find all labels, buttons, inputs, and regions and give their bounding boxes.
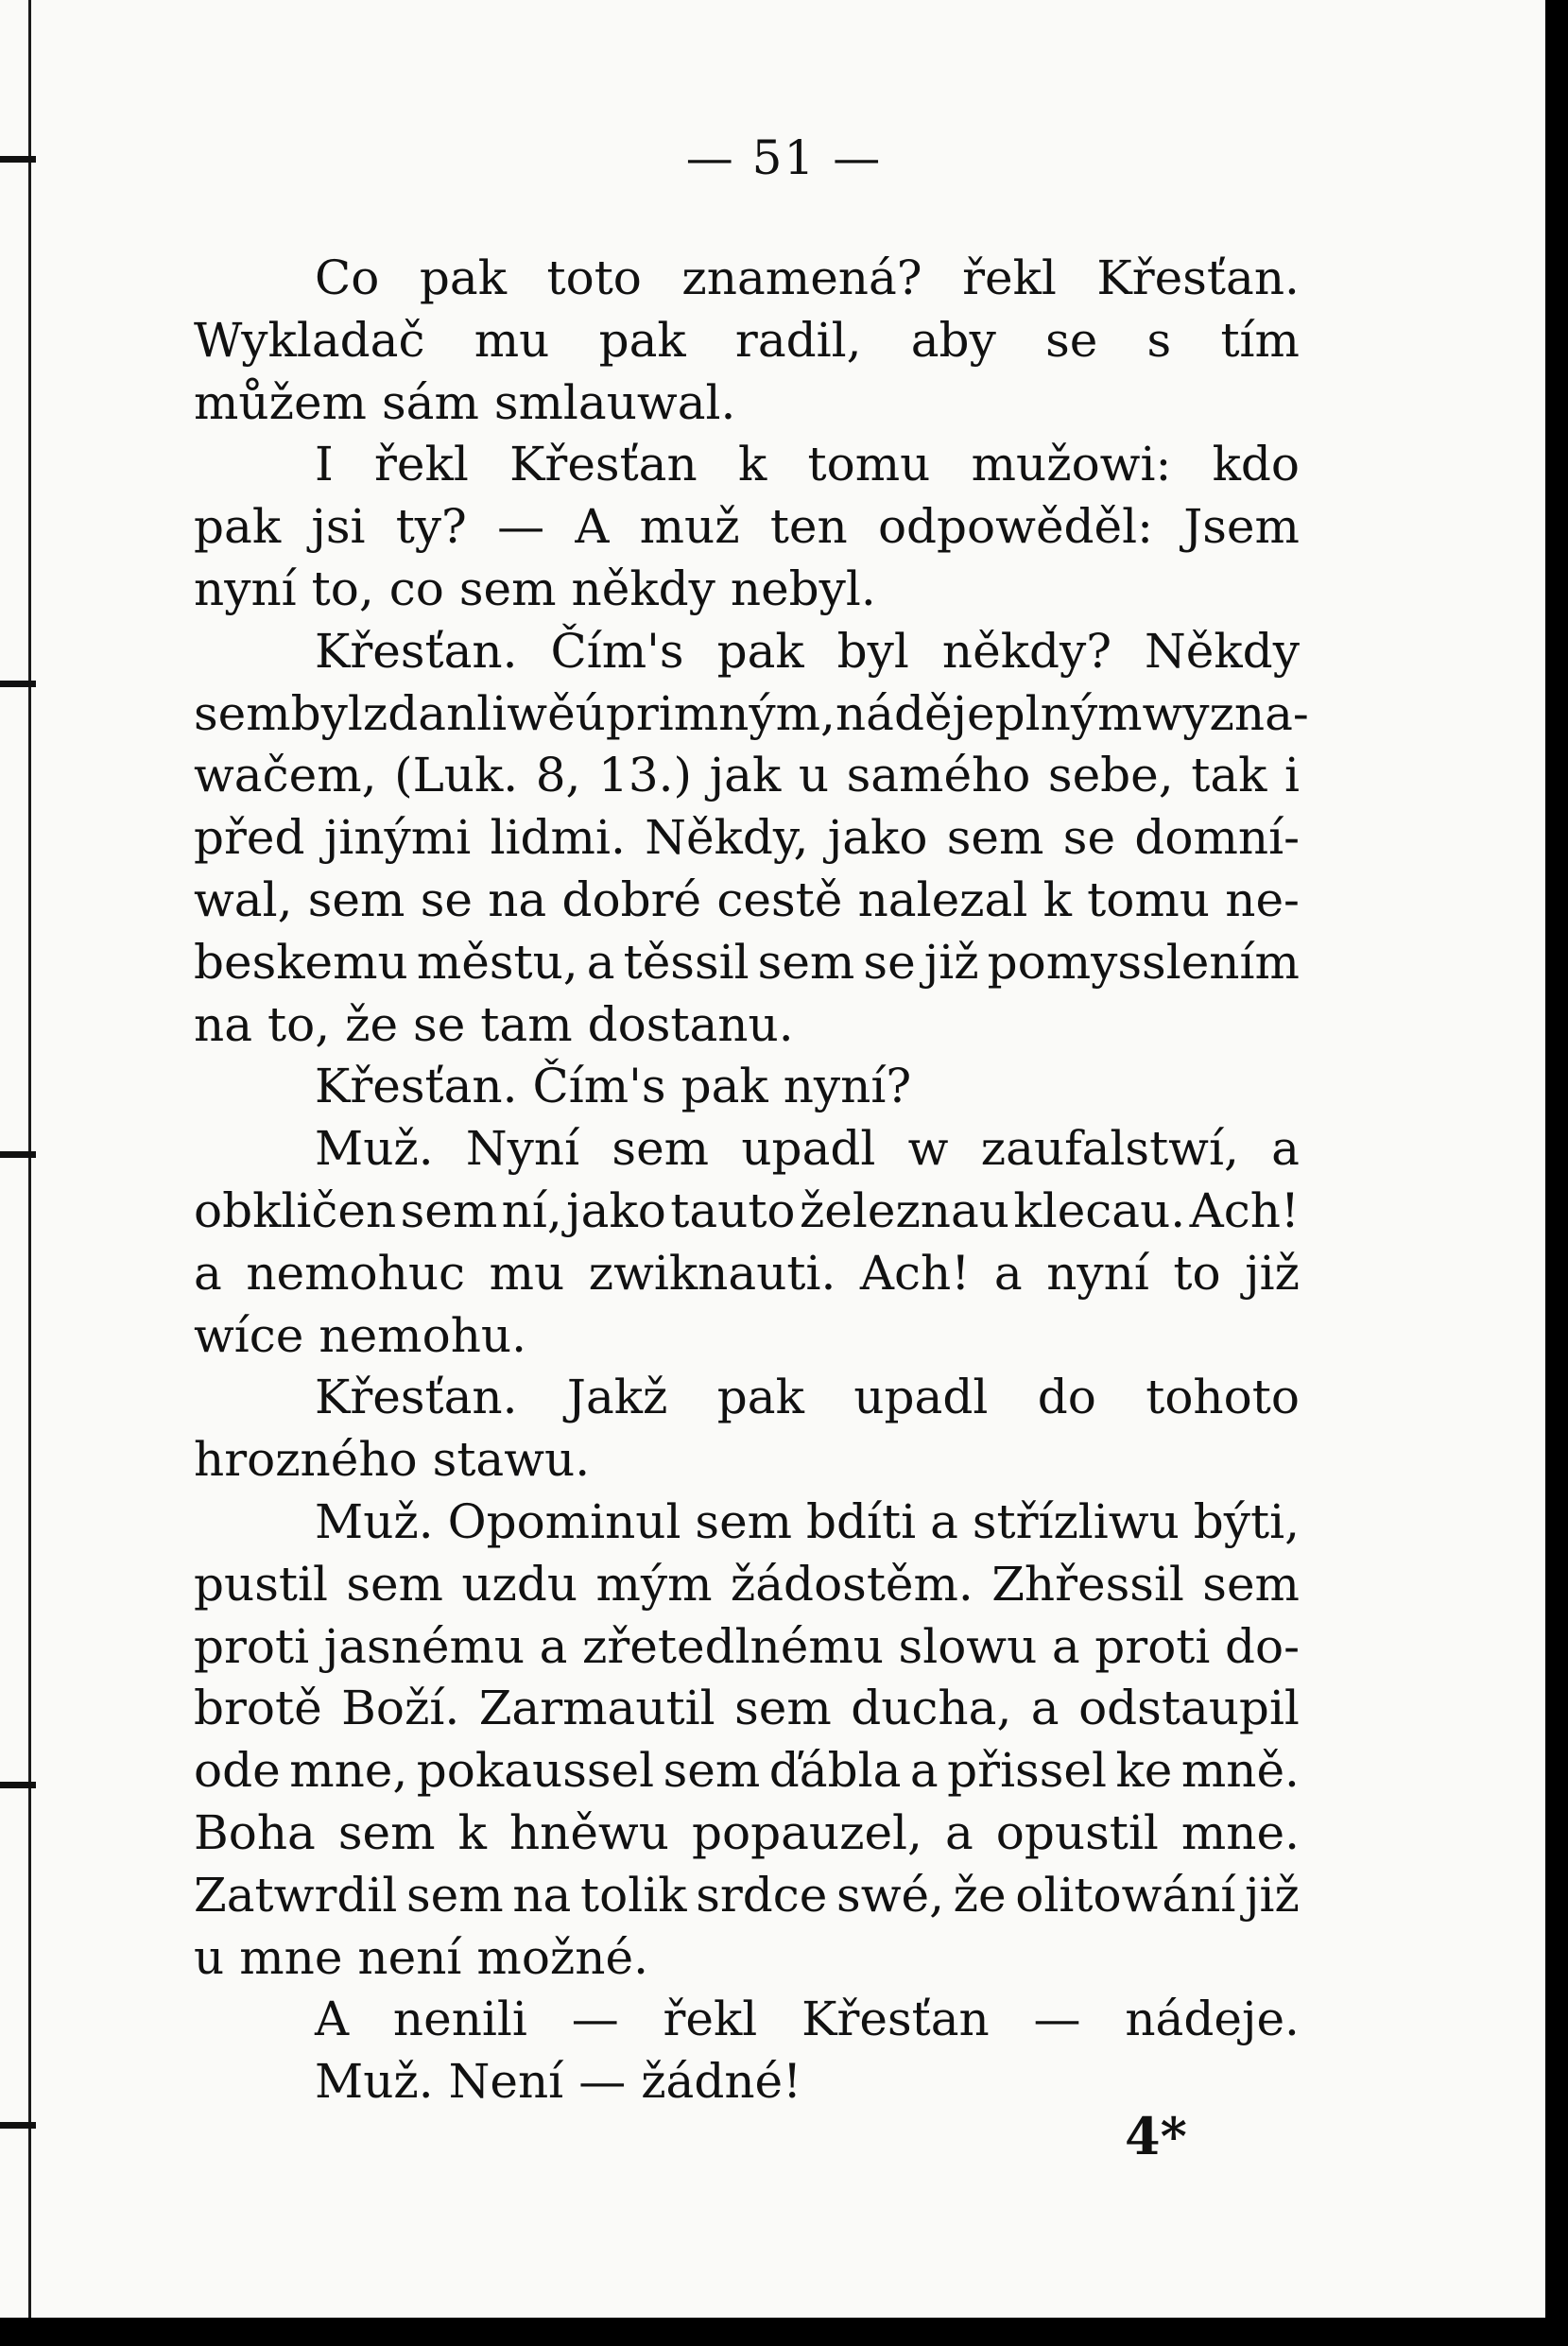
text-line: na to, že se tam dostanu. [194, 996, 794, 1052]
text-line: wal, sem se na dobré cestě nalezal k tomu ne- [194, 871, 1300, 927]
text-line: pak jsi ty? — A muž ten odpowěděl: Jsem [194, 499, 1300, 555]
text-line: Wykladač mu pak radil, aby se s tím [194, 312, 1300, 368]
text-line: beskemu městu, a těssil sem se již pomysslením [194, 934, 1300, 990]
printer-signature-mark: 4* [1125, 2106, 1187, 2166]
text-line: obkličen sem ní, jako tauto železnau klecau. Ach! [194, 1182, 1300, 1238]
page-number: — 51 — [685, 130, 883, 185]
text-line: I řekl Křesťan k tomu mužowi: kdo [315, 437, 1300, 492]
text-line: wíce nemohu. [194, 1307, 526, 1363]
text-line: hrozného stawu. [194, 1432, 591, 1488]
text-line: nyní to, co sem někdy nebyl. [194, 561, 876, 616]
margin-mark [0, 2122, 36, 2129]
text-line: Křesťan. Čím's pak byl někdy? Někdy [315, 623, 1300, 679]
text-line: Muž. Nyní sem upadl w zaufalstwí, a [315, 1121, 1300, 1177]
margin-mark [0, 1782, 36, 1788]
margin-mark [0, 681, 36, 687]
scan-border-bottom [0, 2318, 1568, 2346]
text-line: Křesťan. Jakž pak upadl do tohoto [315, 1370, 1300, 1425]
text-line: Muž. Není — žádné! [315, 2054, 802, 2110]
text-line: brotě Boží. Zarmautil sem ducha, a odstaupil [194, 1681, 1300, 1736]
text-line: Boha sem k hněwu popauzel, a opustil mne. [194, 1804, 1300, 1860]
body-text [194, 248, 1309, 2113]
margin-mark [0, 1151, 36, 1158]
text-line: wačem, (Luk. 8, 13.) jak u samého sebe, tak i [194, 748, 1300, 803]
text-line: Muž. Opominul sem bdíti a střízliwu býti, [315, 1493, 1300, 1549]
text-line: Křesťan. Čím's pak nyní? [315, 1059, 912, 1114]
text-line: ode mne, pokaussel sem ďábla a přissel ke mně. [194, 1743, 1300, 1799]
text-line: a nemohuc mu zwiknauti. Ach! a nyní to již [194, 1245, 1300, 1301]
page-binding-edge [0, 0, 31, 2346]
scan-border-right [1545, 0, 1568, 2346]
text-line: A nenili — řekl Křesťan — nádeje. [315, 1992, 1300, 2047]
text-line: můžem sám smlauwal. [194, 374, 736, 430]
text-line: proti jasnému a zřetedlnému slowu a proti do- [194, 1618, 1300, 1674]
text-line: sem byl zdanliwě úprimným, nádějeplným wyzna- [194, 685, 1309, 741]
text-line: u mne není možné. [194, 1929, 648, 1985]
text-line: Co pak toto znamená? řekl Křesťan. [315, 250, 1300, 305]
text-line: Zatwrdil sem na tolik srdce swé, že olitowání již [194, 1867, 1300, 1923]
text-line: před jinými lidmi. Někdy, jako sem se domní- [194, 810, 1300, 866]
text-line: pustil sem uzdu mým žádostěm. Zhřessil sem [194, 1556, 1300, 1612]
